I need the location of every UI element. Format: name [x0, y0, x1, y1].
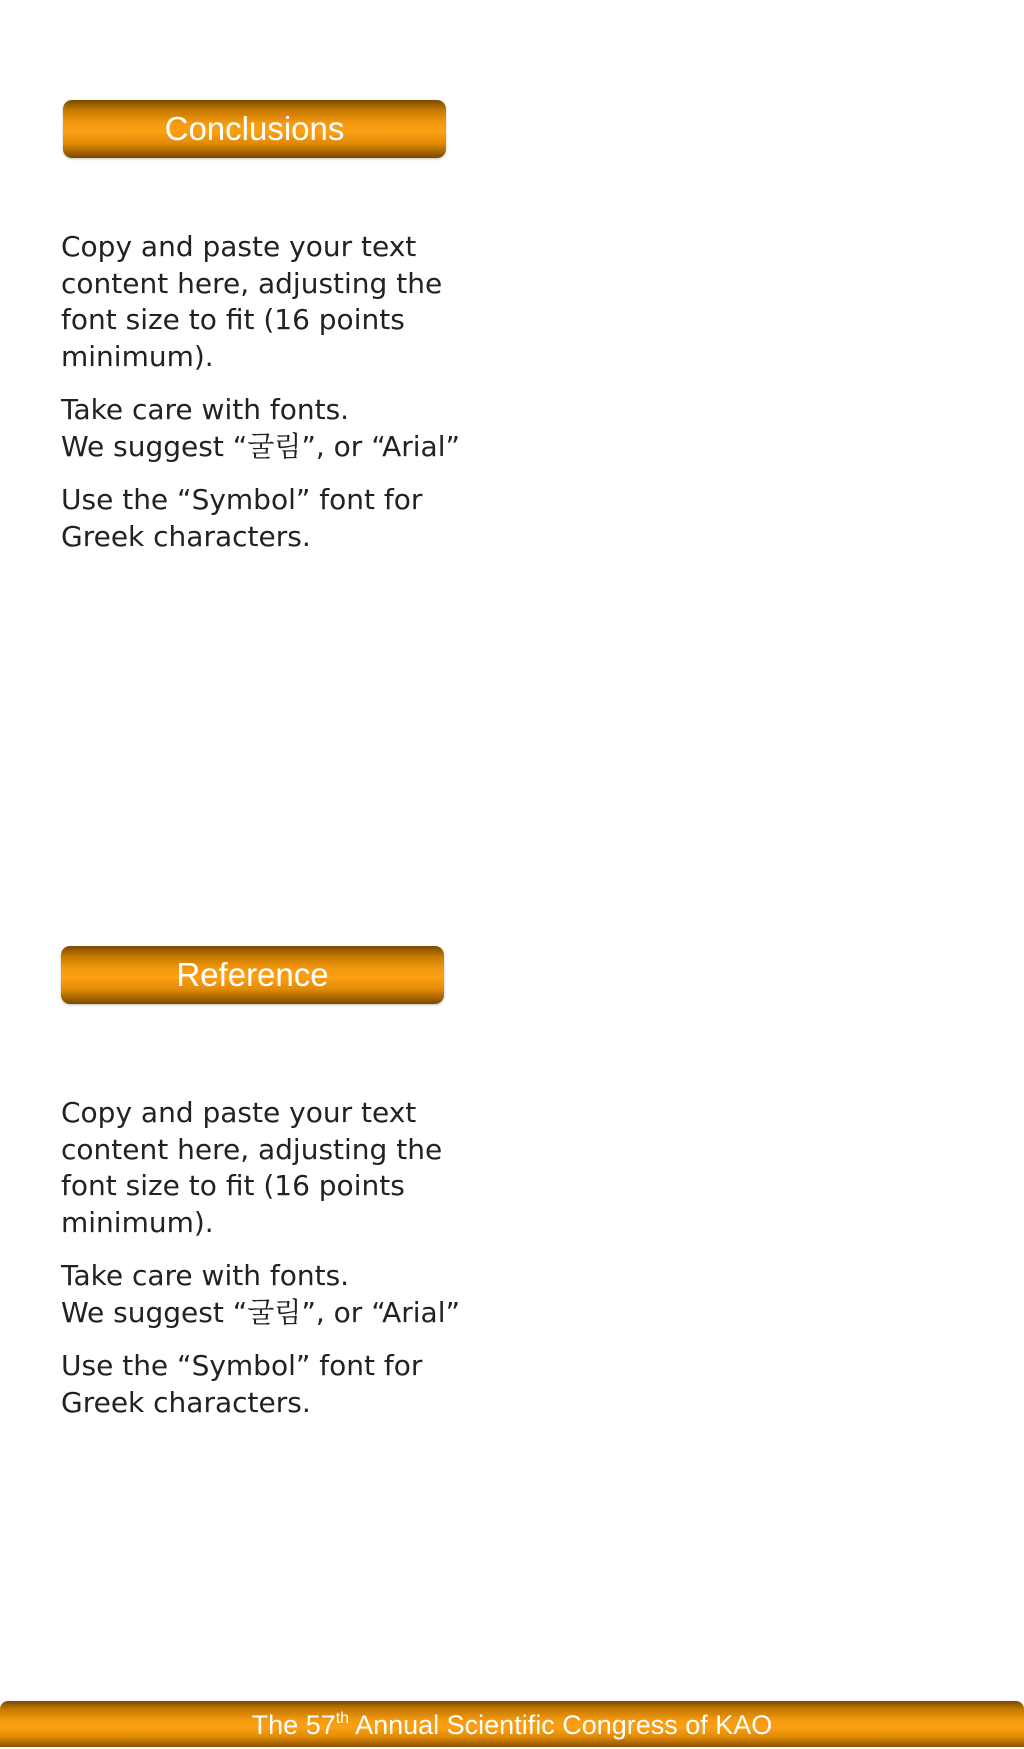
conclusions-paragraph-2-line-2: We suggest “굴림”, or “Arial” [61, 429, 460, 463]
footer-bar [0, 1701, 1024, 1747]
reference-paragraph-3: Use the “Symbol” font for Greek characters. [61, 1349, 423, 1419]
conclusions-paragraph-3: Use the “Symbol” font for Greek characters. [61, 483, 423, 553]
conclusions-header: Conclusions [63, 100, 446, 158]
conclusions-text-block [61, 229, 461, 572]
footer-ordinal-superscript: th [335, 1710, 350, 1727]
conclusions-paragraph-2 [61, 392, 461, 465]
reference-header: Reference [61, 946, 444, 1004]
conclusions-paragraph-1: Copy and paste your text content here, adjusting the font size to fit (16 points minimum). [61, 230, 443, 373]
reference-paragraph-1: Copy and paste your text content here, adjusting the font size to fit (16 points minimum). [61, 1096, 443, 1239]
reference-text-block [61, 1095, 461, 1438]
reference-paragraph-2-line-2: We suggest “굴림”, or “Arial” [61, 1295, 460, 1329]
footer-text-prefix: The 57 [251, 1710, 336, 1740]
footer-text-suffix: Annual Scientific Congress of KAO [349, 1710, 773, 1740]
reference-paragraph-2-line-1: Take care with fonts. [61, 1259, 350, 1292]
reference-paragraph-2 [61, 1258, 461, 1331]
conclusions-paragraph-2-line-1: Take care with fonts. [61, 393, 350, 426]
